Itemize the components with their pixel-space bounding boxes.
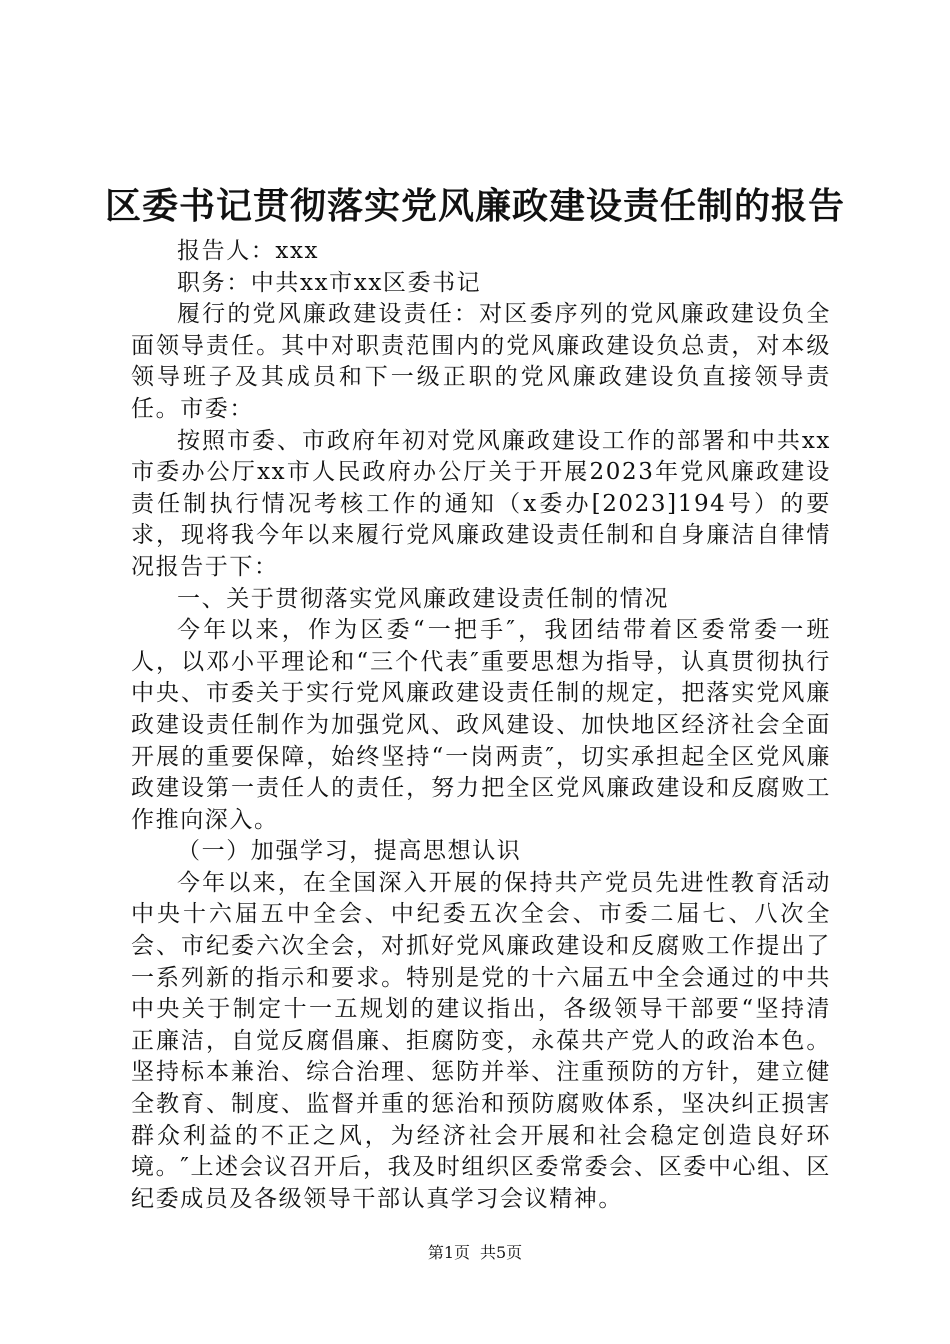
paragraph: 今年以来，在全国深入开展的保持共产党员先进性教育活动中央十六届五中全会、中纪委五次全会、市委二届七、八次全会、市纪委六次全会，对抓好党风廉政建设和反腐败工作提出了一系列新的指示和要求。特别是党的十六届五中全会通过的中共中央关于制定十一五规划的建议指出，各级领导干部要“坚持清正廉洁，自觉反腐倡廉、拒腐防变，永葆共产党人的政治本色。坚持标本兼治、综合治理、惩防并举、注重预防的方针，建立健全教育、制度、监督并重的惩治和预防腐败体系，坚决纠正损害群众利益的不正之风，为经济社会开展和社会稳定创造良好环境。″上述会议召开后，我及时组织区委常委会、区委中心组、区纪委成员及各级领导干部认真学习会议精神。 bbox=[131, 869, 831, 1212]
position-line: 职务：中共xx市xx区委书记 bbox=[177, 269, 482, 296]
reporter-line: 报告人：xxx bbox=[177, 238, 320, 264]
document-body bbox=[131, 236, 831, 1215]
paragraph: 今年以来，作为区委“一把手″，我团结带着区委常委一班人，以邓小平理论和“三个代表″重要思想为指导，认真贯彻执行中央、市委关于实行党风廉政建设责任制的规定，把落实党风廉政建设责任制作为加强党风、政风建设、加快地区经济社会全面开展的重要保障，始终坚持“一岗两责″，切实承担起全区党风廉政建设第一责任人的责任，努力把全区党风廉政建设和反腐败工作推向深入。 bbox=[131, 617, 831, 833]
document-title: 区委书记贯彻落实党风廉政建设责任制的报告 bbox=[104, 185, 845, 227]
subsection-heading: （一）加强学习，提高思想认识 bbox=[177, 838, 522, 865]
page-number: 第1页 bbox=[427, 1243, 470, 1262]
page-total: 共5页 bbox=[480, 1243, 523, 1262]
paragraph: 履行的党风廉政建设责任：对区委序列的党风廉政建设负全面领导责任。其中对职责范围内的党风廉政建设负总责，对本级领导班子及其成员和下一级正职的党风廉政建设负直接领导责任。市委： bbox=[131, 301, 831, 422]
section-heading: 一、关于贯彻落实党风廉政建设责任制的情况 bbox=[177, 585, 669, 612]
page-footer bbox=[0, 1241, 950, 1265]
paragraph: 按照市委、市政府年初对党风廉政建设工作的部署和中共xx市委办公厅xx市人民政府办公厅关于开展2023年党风廉政建设责任制执行情况考核工作的通知（x委办[2023]194号）的要求，现将我今年以来履行党风廉政建设责任制和自身廉洁自律情况报告于下： bbox=[131, 427, 831, 580]
